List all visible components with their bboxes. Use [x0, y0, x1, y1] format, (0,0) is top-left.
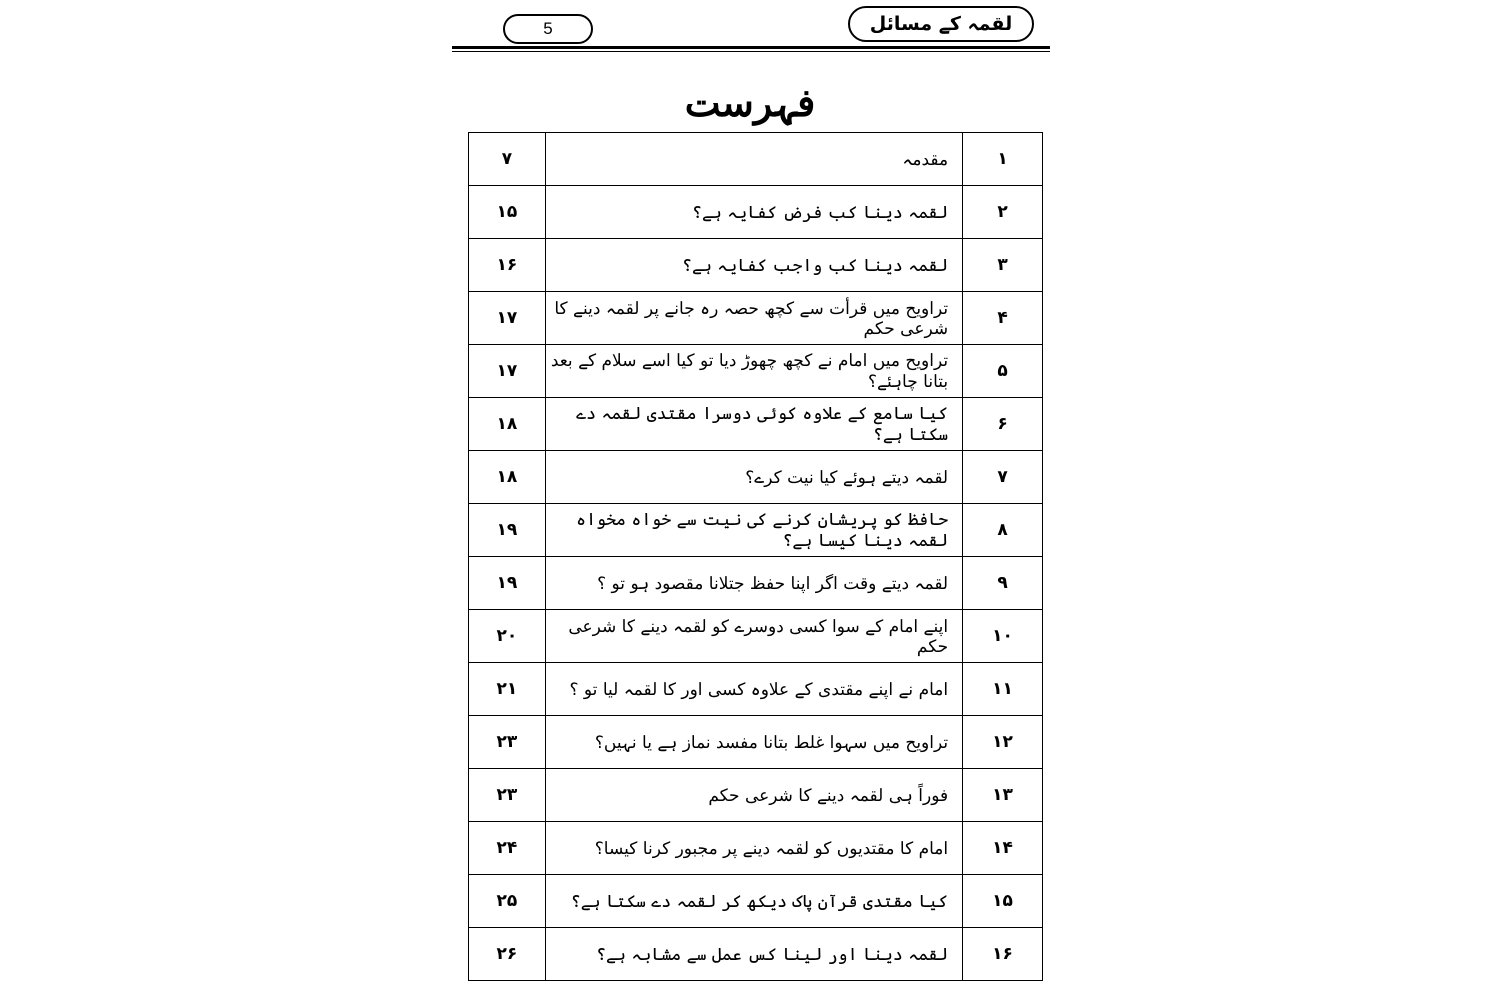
- topic-title-cell: لقمہ دینا کب فرض کفایہ ہے؟: [545, 186, 962, 239]
- table-row: [469, 345, 1043, 398]
- topic-title-cell: لقمہ دیتے وقت اگر اپنا حفظ جتلانا مقصود ہو تو ؟: [545, 557, 962, 610]
- table-row: [469, 451, 1043, 504]
- topic-title-cell: حافظ کو پریشان کرنے کی نیت سے خواہ مخواہ لقمہ دینا کیسا ہے؟: [545, 504, 962, 557]
- topic-title-cell: تراویح میں قرأت سے کچھ حصہ رہ جانے پر لقمہ دینے کا شرعی حکم: [545, 292, 962, 345]
- table-row: [469, 769, 1043, 822]
- serial-number-cell: ۱۱: [963, 663, 1043, 716]
- serial-number-cell: ۱: [963, 133, 1043, 186]
- page-number-cell: ۲۰: [469, 610, 546, 663]
- topic-title-cell: تراویح میں سہوا غلط بتانا مفسد نماز ہے یا نہیں؟: [545, 716, 962, 769]
- topic-title-cell: امام کا مقتدیوں کو لقمہ دینے پر مجبور کرنا کیسا؟: [545, 822, 962, 875]
- page-number-cell: ۷: [469, 133, 546, 186]
- topic-title-cell: لقمہ دیتے ہوئے کیا نیت کرے؟: [545, 451, 962, 504]
- table-row: [469, 822, 1043, 875]
- page-number-box: 5: [503, 14, 593, 44]
- serial-number-cell: ۱۶: [963, 928, 1043, 981]
- page-number-cell: ۱۸: [469, 398, 546, 451]
- topic-title-cell: کیا مقتدی قرآن پاک دیکھ کر لقمہ دے سکتا ہے؟: [545, 875, 962, 928]
- table-row: [469, 504, 1043, 557]
- page-number-cell: ۱۹: [469, 557, 546, 610]
- page-number-cell: ۱۷: [469, 345, 546, 398]
- serial-number-cell: ۴: [963, 292, 1043, 345]
- table-row: [469, 239, 1043, 292]
- page-number-cell: ۱۷: [469, 292, 546, 345]
- topic-title-cell: لقمہ دینا اور لینا کس عمل سے مشابہ ہے؟: [545, 928, 962, 981]
- table-row: [469, 133, 1043, 186]
- page-number-cell: ۲۳: [469, 716, 546, 769]
- serial-number-cell: ۲: [963, 186, 1043, 239]
- page-number-cell: ۱۶: [469, 239, 546, 292]
- page-number-cell: ۱۹: [469, 504, 546, 557]
- page-number-cell: ۲۳: [469, 769, 546, 822]
- table-row: [469, 716, 1043, 769]
- table-row: [469, 398, 1043, 451]
- table-row: [469, 292, 1043, 345]
- serial-number-cell: ۱۳: [963, 769, 1043, 822]
- page-number-cell: ۱۵: [469, 186, 546, 239]
- table-row: [469, 557, 1043, 610]
- topic-title-cell: تراویح میں امام نے کچھ چھوڑ دیا تو کیا اسے سلام کے بعد بتانا چاہئے؟: [545, 345, 962, 398]
- table-row: [469, 875, 1043, 928]
- table-row: [469, 186, 1043, 239]
- page-number-cell: ۲۴: [469, 822, 546, 875]
- page-number-cell: ۱۸: [469, 451, 546, 504]
- table-row: [469, 610, 1043, 663]
- topic-title-cell: اپنے امام کے سوا کسی دوسرے کو لقمہ دینے کا شرعی حکم: [545, 610, 962, 663]
- serial-number-cell: ۹: [963, 557, 1043, 610]
- topic-title-cell: مقدمہ: [545, 133, 962, 186]
- index-heading: فہرست: [684, 80, 816, 125]
- serial-number-cell: ۱۲: [963, 716, 1043, 769]
- book-title-box: لقمہ کے مسائل: [848, 6, 1034, 42]
- serial-number-cell: ۳: [963, 239, 1043, 292]
- serial-number-cell: ۱۰: [963, 610, 1043, 663]
- serial-number-cell: ۱۵: [963, 875, 1043, 928]
- serial-number-cell: ۶: [963, 398, 1043, 451]
- page-number-cell: ۲۵: [469, 875, 546, 928]
- topic-title-cell: امام نے اپنے مقتدی کے علاوہ کسی اور کا لقمہ لیا تو ؟: [545, 663, 962, 716]
- contents-table: [468, 132, 1043, 981]
- header-rule-thin: [452, 51, 1050, 52]
- table-row: [469, 928, 1043, 981]
- serial-number-cell: ۵: [963, 345, 1043, 398]
- table-row: [469, 663, 1043, 716]
- page-number-cell: ۲۱: [469, 663, 546, 716]
- topic-title-cell: کیا سامع کے علاوہ کوئی دوسرا مقتدی لقمہ دے سکتا ہے؟: [545, 398, 962, 451]
- page-number-cell: ۲۶: [469, 928, 546, 981]
- serial-number-cell: ۷: [963, 451, 1043, 504]
- topic-title-cell: فوراً ہی لقمہ دینے کا شرعی حکم: [545, 769, 962, 822]
- topic-title-cell: لقمہ دینا کب واجب کفایہ ہے؟: [545, 239, 962, 292]
- serial-number-cell: ۱۴: [963, 822, 1043, 875]
- serial-number-cell: ۸: [963, 504, 1043, 557]
- header-rule-thick: [452, 46, 1050, 49]
